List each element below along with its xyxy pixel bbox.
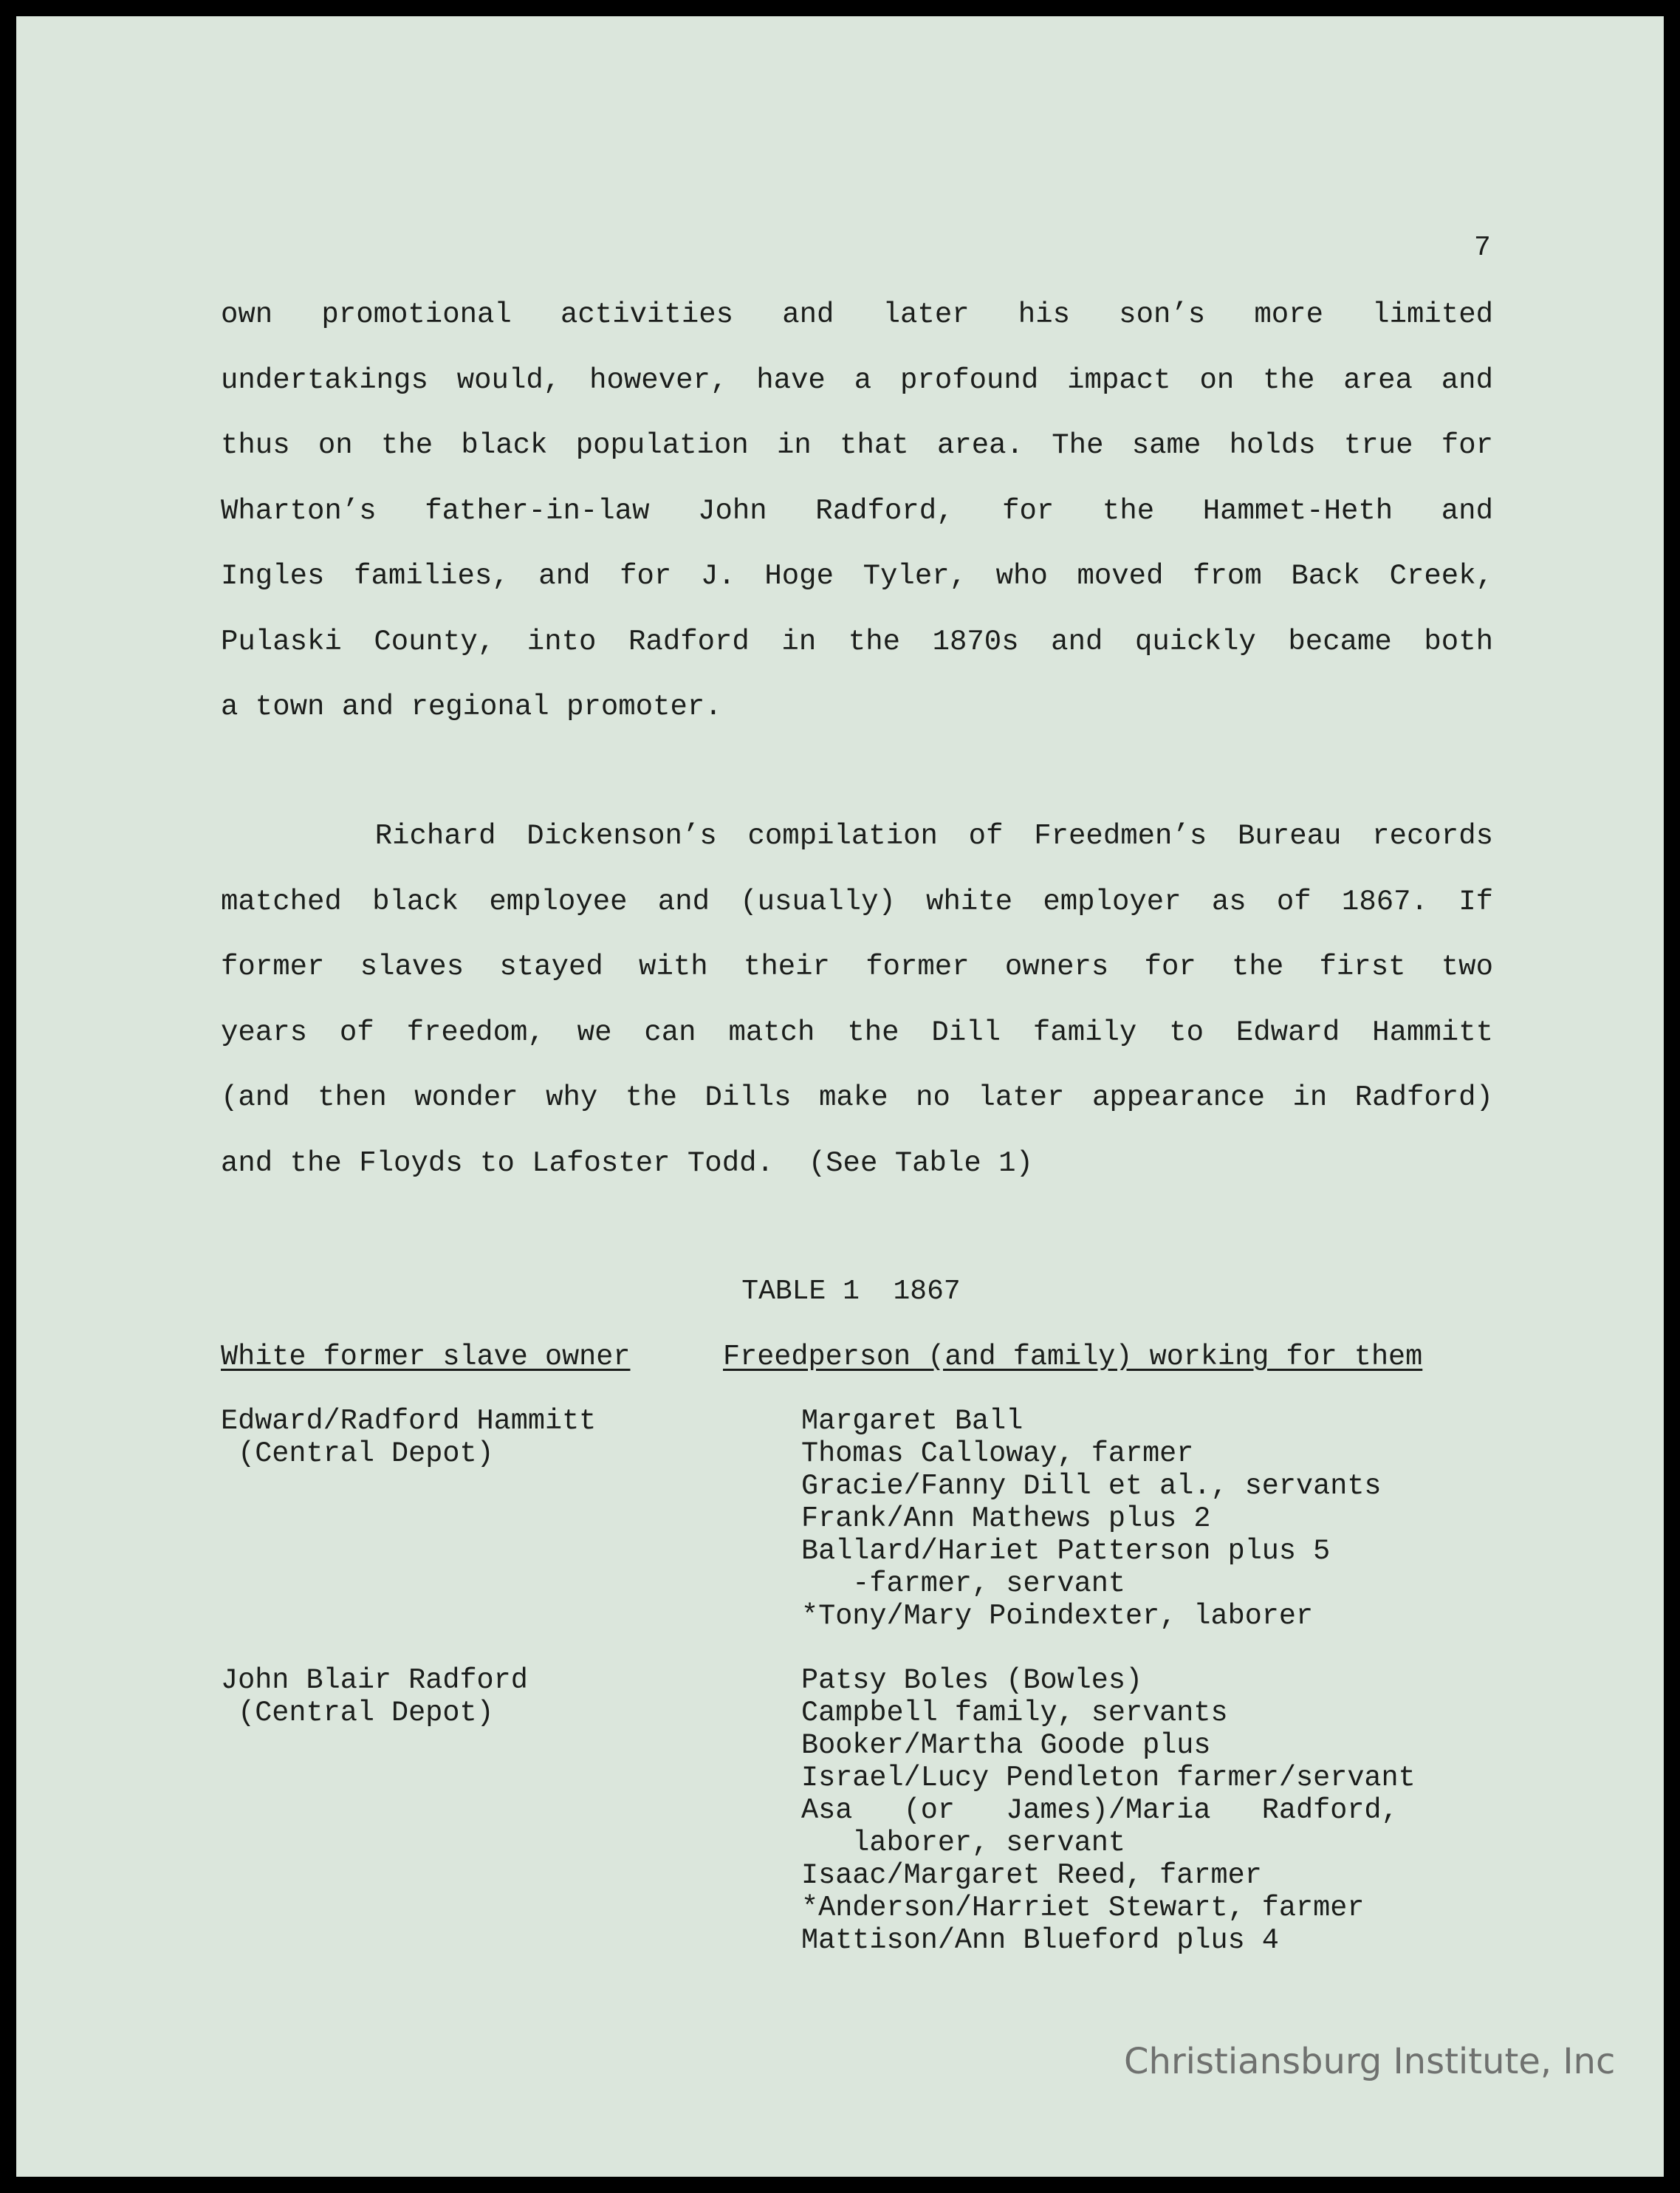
freedperson-entry: Booker/Martha Goode plus bbox=[801, 1729, 1211, 1762]
freedperson-entry: Gracie/Fanny Dill et al., servants bbox=[801, 1470, 1382, 1502]
freedperson-entry: Asa (or James)/Maria Radford, bbox=[801, 1794, 1399, 1827]
body-paragraph-2 bbox=[221, 804, 1493, 1196]
freedperson-entry: Thomas Calloway, farmer bbox=[801, 1437, 1194, 1470]
freedperson-entry: Margaret Ball bbox=[801, 1405, 1024, 1437]
table-title: TABLE 1 1867 bbox=[741, 1276, 961, 1307]
text-line: Wharton’s father-in-law John Radford, for the Hammet-Heth and bbox=[221, 494, 1493, 527]
freedperson-entry: Mattison/Ann Blueford plus 4 bbox=[801, 1924, 1279, 1957]
freedperson-entry: Israel/Lucy Pendleton farmer/servant bbox=[801, 1762, 1416, 1794]
text-line: matched black employee and (usually) white employer as of 1867. If bbox=[221, 885, 1493, 918]
text-line: a town and regional promoter. bbox=[221, 691, 722, 723]
watermark: Christiansburg Institute, Inc bbox=[1124, 2041, 1616, 2082]
freedperson-entry: Campbell family, servants bbox=[801, 1697, 1228, 1729]
freedperson-entry: -farmer, servant bbox=[801, 1567, 1125, 1600]
text-line: Ingles families, and for J. Hoge Tyler, who moved from Back Creek, bbox=[221, 560, 1493, 592]
freedperson-list bbox=[801, 1405, 1493, 1632]
freedperson-entry: *Tony/Mary Poindexter, laborer bbox=[801, 1600, 1314, 1632]
text-line: undertakings would, however, have a profound impact on the area and bbox=[221, 363, 1493, 397]
freedperson-entry: Patsy Boles (Bowles) bbox=[801, 1664, 1143, 1697]
text-line: Richard Dickenson’s compilation of Freedmen’s Bureau records bbox=[221, 820, 1493, 852]
owner-location: (Central Depot) bbox=[221, 1437, 494, 1470]
owner-cell bbox=[221, 1664, 528, 1729]
freedperson-entry: *Anderson/Harriet Stewart, farmer bbox=[801, 1892, 1365, 1924]
text-line: (and then wonder why the Dills make no later appearance in Radford) bbox=[221, 1081, 1493, 1114]
text-line: former slaves stayed with their former owners for the first two bbox=[221, 951, 1493, 983]
column-header-freedperson: Freedperson (and family) working for them bbox=[723, 1341, 1423, 1373]
text-line: Pulaski County, into Radford in the 1870s and quickly became both bbox=[221, 625, 1493, 658]
body-paragraph-1 bbox=[221, 282, 1493, 740]
owner-location: (Central Depot) bbox=[221, 1697, 494, 1729]
freedperson-entry: Isaac/Margaret Reed, farmer bbox=[801, 1859, 1262, 1892]
text-line: and the Floyds to Lafoster Todd. (See Table 1) bbox=[221, 1146, 1033, 1180]
page-number: 7 bbox=[1474, 232, 1491, 264]
freedperson-list bbox=[801, 1664, 1493, 1957]
document-page bbox=[16, 16, 1664, 2177]
owner-cell bbox=[221, 1405, 596, 1470]
text-line: years of freedom, we can match the Dill family to Edward Hammitt bbox=[221, 1016, 1493, 1049]
freedperson-entry: Ballard/Hariet Patterson plus 5 bbox=[801, 1535, 1331, 1567]
freedperson-entry: Frank/Ann Mathews plus 2 bbox=[801, 1502, 1211, 1535]
text-line: thus on the black population in that area. The same holds true for bbox=[221, 429, 1493, 462]
owner-name: Edward/Radford Hammitt bbox=[221, 1405, 597, 1437]
freedperson-entry: laborer, servant bbox=[801, 1827, 1125, 1859]
text-line: own promotional activities and later his son’s more limited bbox=[221, 298, 1493, 331]
owner-name: John Blair Radford bbox=[221, 1664, 528, 1697]
column-header-owner: White former slave owner bbox=[221, 1341, 631, 1373]
